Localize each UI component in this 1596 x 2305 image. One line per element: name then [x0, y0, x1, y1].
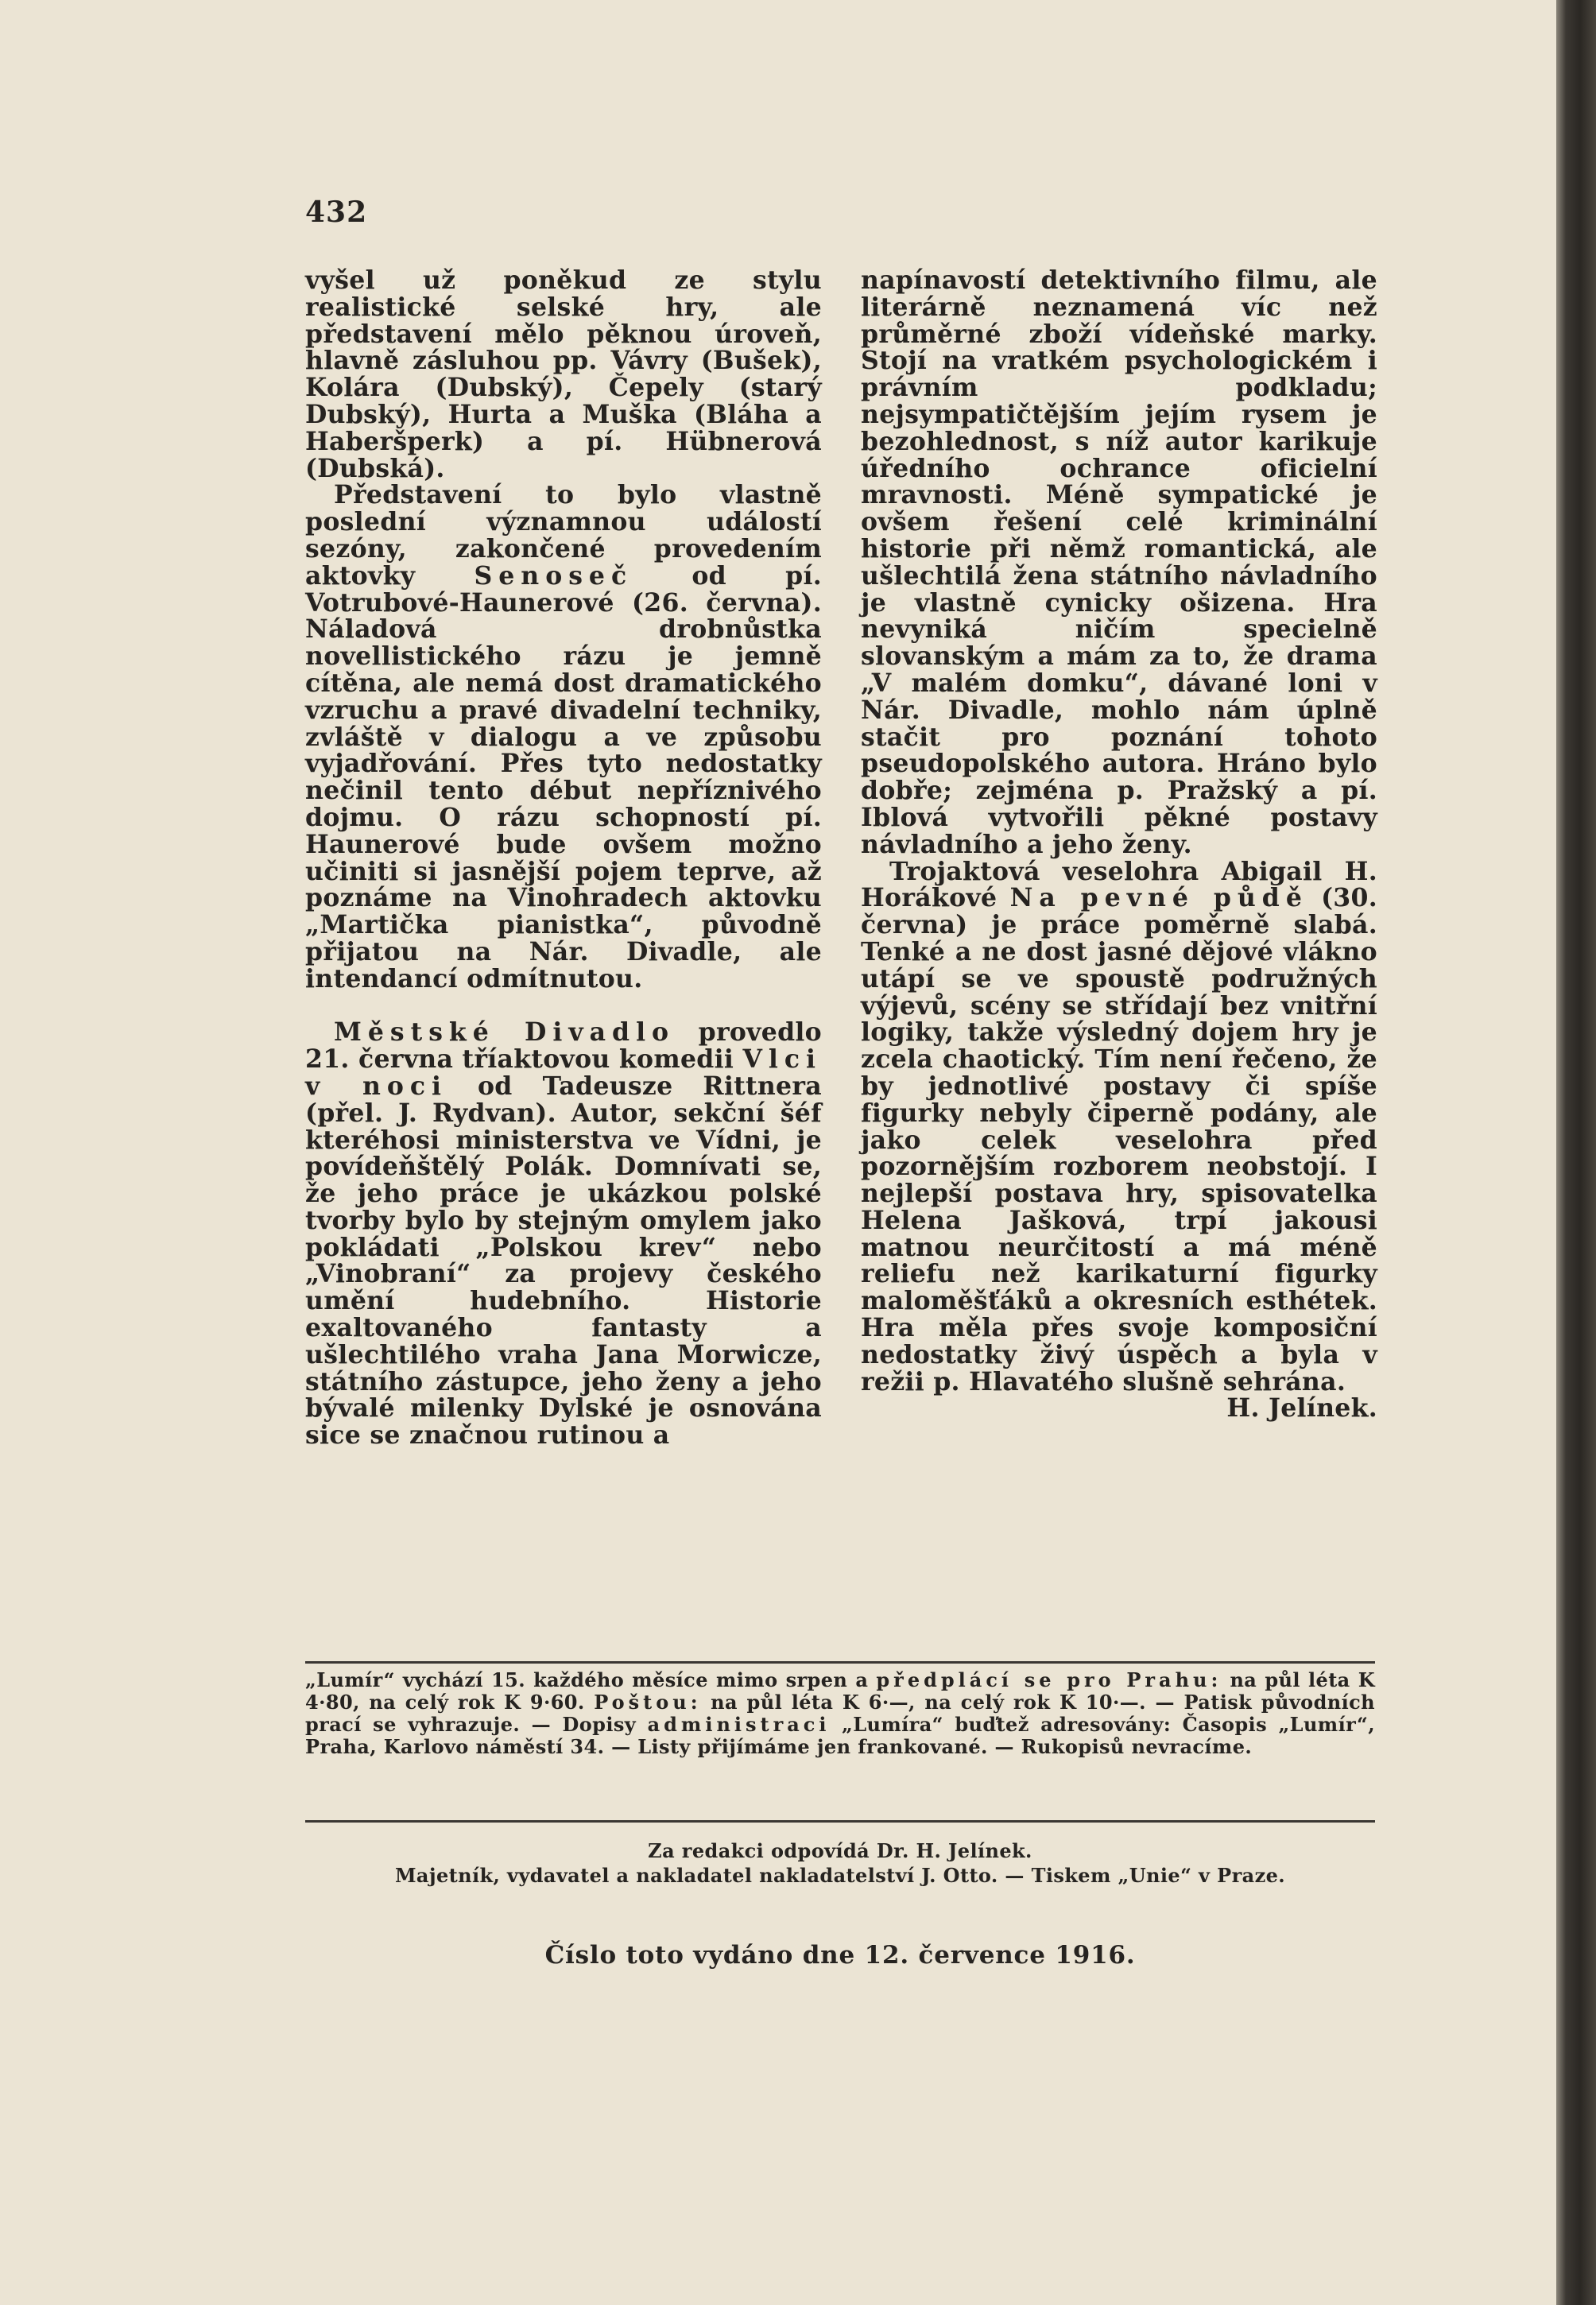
issue-date: Číslo toto vydáno dne 12. července 1916. [544, 1941, 1136, 1970]
play-title-senosec: Senoseč [474, 560, 633, 591]
right-column [861, 267, 1377, 1422]
left-paragraph-2 [305, 482, 822, 992]
notice-administration: administraci [647, 1713, 831, 1736]
signature-line [861, 1395, 1377, 1422]
left-paragraph-3-text-a: provedlo 21. června tříaktovou komedii [305, 1017, 822, 1075]
theatre-name: Městské Divadlo [334, 1017, 676, 1048]
page-number: 432 [305, 196, 368, 229]
left-paragraph-3-text-b: od Tadeusze Rittnera (přel. J. Rydvan). Autor, sekční šéf kteréhosi ministerstva ve Vídni, je povídeňštělý Polák. Domnívati se, že jeho práce je ukázkou polské tvorby bylo by stejným omylem jako pokládati „Polskou krev“ nebo „Vinobraní“ za projevy českého umění hudebního. Historie exaltovaného fantasty a ušlechtilého vraha Jana Morwicze, státního zástupce, jeho ženy a jeho bývalé milenky Dylské je osnována sice se značnou rutinou a [305, 1071, 822, 1451]
divider-top [305, 1661, 1375, 1664]
right-paragraph-2-text-a: Trojaktová veselohra Abigail H. Horákové [861, 856, 1377, 913]
notice-postal: Poštou: [594, 1691, 702, 1714]
notice-text-3: na půl léta K 4·80, na celý rok K 9·60. [305, 1668, 1375, 1714]
notice-text-7: „Lumíra“ buďtež adresovány: Časopis „Lumír“, Praha, Karlovo náměstí 34. — Listy přijímáme jen frankované. — Rukopisů nevracíme. [305, 1713, 1375, 1758]
notice-prague-subscription: předplácí se pro Prahu: [876, 1668, 1222, 1691]
right-paragraph-2 [861, 858, 1377, 1396]
notice-text-1: „Lumír“ vychází 15. každého měsíce mimo srpen a [305, 1668, 877, 1691]
divider-bottom [305, 1820, 1375, 1823]
editor-credit: Za redakci odpovídá Dr. H. Jelínek. [648, 1839, 1032, 1862]
book-binding-edge [1556, 0, 1596, 2305]
left-paragraph-2-text-b: od pí. Votrubové-Haunerové (26. června). Náladová drobnůstka novellistického rázu je jemně cítěna, ale nemá dost dramatického vzruchu a pravé divadelní techniky, zvláště v dialogu a ve způsobu vyjadřování. Přes tyto nedostatky nečinil tento début nepříznivého dojmu. O rázu schopností pí. Haunerové bude ovšem možno učiniti si jasnější pojem teprve, až poznáme na Vinohradech aktovku „Martička pianistka“, původně přijatou na Nár. Divadle, ale intendancí odmítnutou. [305, 560, 822, 994]
play-title-na-pevne-pude: Na pevné půdě [1009, 883, 1308, 913]
publisher-credit: Majetník, vydavatel a nakladatel nakladatelství J. Otto. — Tiskem „Unie“ v Praze. [394, 1864, 1286, 1887]
right-paragraph-2-text-b: (30. června) je práce poměrně slabá. Tenké a ne dost jasné dějové vlákno utápí se ve spoustě podružných výjevů, scény se střídají bez vnitřní logiky, takže výsledný dojem hry je zcela chaotický. Tím není řečeno, že by jednotlivé postavy či spíše figurky nebyly čiperně podány, ale jako celek veselohra před pozornějším rozborem neobstojí. I nejlepší postava hry, spisovatelka Helena Jašková, trpí jakousi matnou neurčitostí a má méně reliefu než karikaturní figurky maloměšťáků a okresních esthétek. Hra měla přes svoje komposiční nedostatky živý úspěch a byla v režii p. Hlavatého slušně sehrána. [861, 883, 1377, 1397]
play-title-vlci-v-noci: Vlci v noci [305, 1044, 822, 1101]
credits [305, 1838, 1375, 1888]
signature: H. Jelínek. [1226, 1393, 1377, 1424]
notice-text-5: na půl léta K 6·—, na celý rok K 10·—. — Patisk původních prací se vyhrazuje. — Dopisy [305, 1691, 1375, 1736]
subscription-notice [305, 1669, 1375, 1758]
left-paragraph-3 [305, 1019, 822, 1449]
left-column [305, 267, 822, 1449]
right-paragraph-1: napínavostí detektivního filmu, ale literárně neznamená víc než průměrné zboží vídeňské marky. Stojí na vratkém psychologickém i právním podkladu; nejsympatičtějším jejím rysem je bezohlednost, s níž autor karikuje úředního ochrance oficielní mravnosti. Méně sympatické je ovšem řešení celé kriminální historie při němž romantická, ale ušlechtilá žena státního návladního je vlastně cynicky ošizena. Hra nevyniká ničím specielně slovanským a mám za to, že drama „V malém domku“, dávané loni v Nár. Divadle, mohlo nám úplně stačit pro poznání tohoto pseudopolského autora. Hráno bylo dobře; zejména p. Pražský a pí. Iblová vytvořili pěkné postavy návladního a jeho ženy. [861, 265, 1377, 859]
left-paragraph-1: vyšel už poněkud ze stylu realistické selské hry, ale představení mělo pěknou úroveň, hlavně zásluhou pp. Vávry (Bušek), Kolára (Dubský), Čepely (starý Dubský), Hurta a Muška (Bláha a Haberšperk) a pí. Hübnerová (Dubská). [305, 265, 822, 483]
left-paragraph-2-text-a: Představení to bylo vlastně poslední významnou událostí sezóny, zakončené provedením aktovky [305, 480, 822, 591]
